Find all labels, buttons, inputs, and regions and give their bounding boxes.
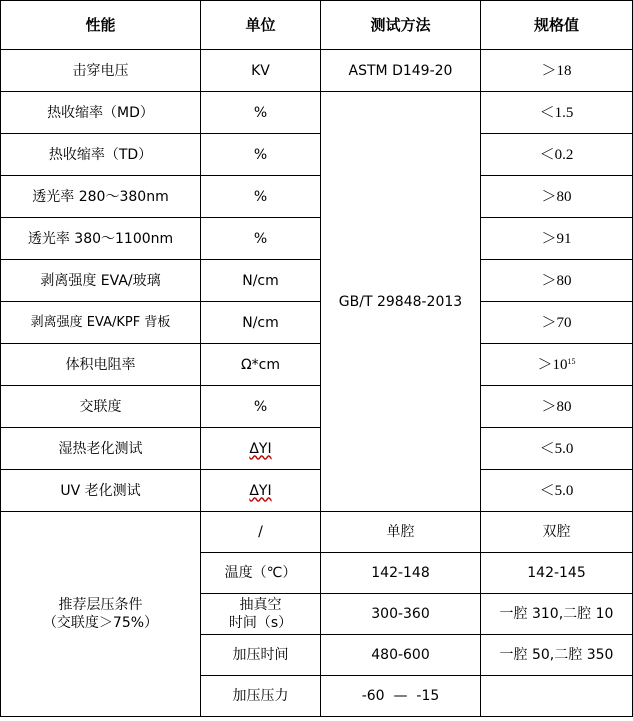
property-cell: 击穿电压: [1, 50, 201, 92]
param-cell: 加压压力: [201, 676, 321, 717]
param-line: 时间（s）: [228, 615, 293, 631]
spec-cell: ＞18: [481, 50, 633, 92]
property-cell: 透光率 380～1100nm: [1, 218, 201, 260]
unit-cell: [201, 344, 321, 386]
property-cell: UV 老化测试: [1, 470, 201, 512]
param-line: 抽真空: [239, 597, 282, 613]
spec-cell: ＜0.2: [481, 134, 633, 176]
unit-suffix: *cm: [251, 356, 281, 373]
table-row: [1, 260, 633, 302]
single-chamber-cell: 142-148: [321, 553, 481, 594]
spec-cell: ＞80: [481, 176, 633, 218]
property-cell: 剥离强度 EVA/KPF 背板: [1, 302, 201, 344]
double-chamber-header: 双腔: [481, 512, 633, 553]
param-cell: [201, 594, 321, 635]
table-row: [1, 428, 633, 470]
double-chamber-cell: 142-145: [481, 553, 633, 594]
property-cell: 透光率 280～380nm: [1, 176, 201, 218]
unit-cell: %: [201, 92, 321, 134]
header-property: 性能: [1, 1, 201, 50]
table-row: [1, 344, 633, 386]
table-row: [1, 218, 633, 260]
single-chamber-cell: 300-360: [321, 594, 481, 635]
param-cell: 温度（℃）: [201, 553, 321, 594]
table-row: [1, 302, 633, 344]
unit-text: ΔYI: [249, 440, 272, 457]
unit-cell: %: [201, 134, 321, 176]
double-chamber-cell: [481, 676, 633, 717]
double-chamber-cell: 一腔 310,二腔 10: [481, 594, 633, 635]
single-chamber-cell: -60 — -15: [321, 676, 481, 717]
unit-cell: %: [201, 218, 321, 260]
property-cell: 热收缩率（MD）: [1, 92, 201, 134]
header-spec: 规格值: [481, 1, 633, 50]
header-row: [1, 1, 633, 50]
table-row: [1, 470, 633, 512]
unit-cell: KV: [201, 50, 321, 92]
table-row: [1, 50, 633, 92]
property-cell: 体积电阻率: [1, 344, 201, 386]
unit-cell: [201, 470, 321, 512]
spec-cell: ＞80: [481, 386, 633, 428]
header-method: 测试方法: [321, 1, 481, 50]
spec-cell: ＞91: [481, 218, 633, 260]
property-cell: 湿热老化测试: [1, 428, 201, 470]
unit-cell: N/cm: [201, 260, 321, 302]
unit-cell: N/cm: [201, 302, 321, 344]
method-cell: ASTM D149-20: [321, 50, 481, 92]
table-row: [1, 92, 633, 134]
lamination-label-cell: [1, 512, 201, 717]
double-chamber-cell: 一腔 50,二腔 350: [481, 635, 633, 676]
lamination-label-note: （交联度＞75%）: [42, 615, 159, 631]
lamination-label: 推荐层压条件: [58, 597, 143, 613]
spec-main: ＞10: [537, 356, 568, 373]
unit-main: Ω: [240, 356, 252, 373]
table-row: [1, 134, 633, 176]
unit-text: ΔYI: [249, 482, 272, 499]
shared-method-cell: GB/T 29848-2013: [321, 92, 481, 512]
spec-cell: ＞80: [481, 260, 633, 302]
spec-exponent: 15: [567, 356, 576, 366]
param-header: /: [201, 512, 321, 553]
single-chamber-cell: 480-600: [321, 635, 481, 676]
property-cell: 交联度: [1, 386, 201, 428]
unit-cell: %: [201, 176, 321, 218]
spec-cell: [481, 344, 633, 386]
unit-cell: [201, 428, 321, 470]
spec-cell: ＜5.0: [481, 470, 633, 512]
spec-cell: ＞70: [481, 302, 633, 344]
single-chamber-header: 单腔: [321, 512, 481, 553]
spec-cell: ＜1.5: [481, 92, 633, 134]
property-cell: 剥离强度 EVA/玻璃: [1, 260, 201, 302]
header-unit: 单位: [201, 1, 321, 50]
table-row: [1, 176, 633, 218]
table-row: [1, 386, 633, 428]
unit-cell: %: [201, 386, 321, 428]
property-cell: 热收缩率（TD）: [1, 134, 201, 176]
lamination-header-row: [1, 512, 633, 553]
param-cell: 加压时间: [201, 635, 321, 676]
spec-cell: ＜5.0: [481, 428, 633, 470]
